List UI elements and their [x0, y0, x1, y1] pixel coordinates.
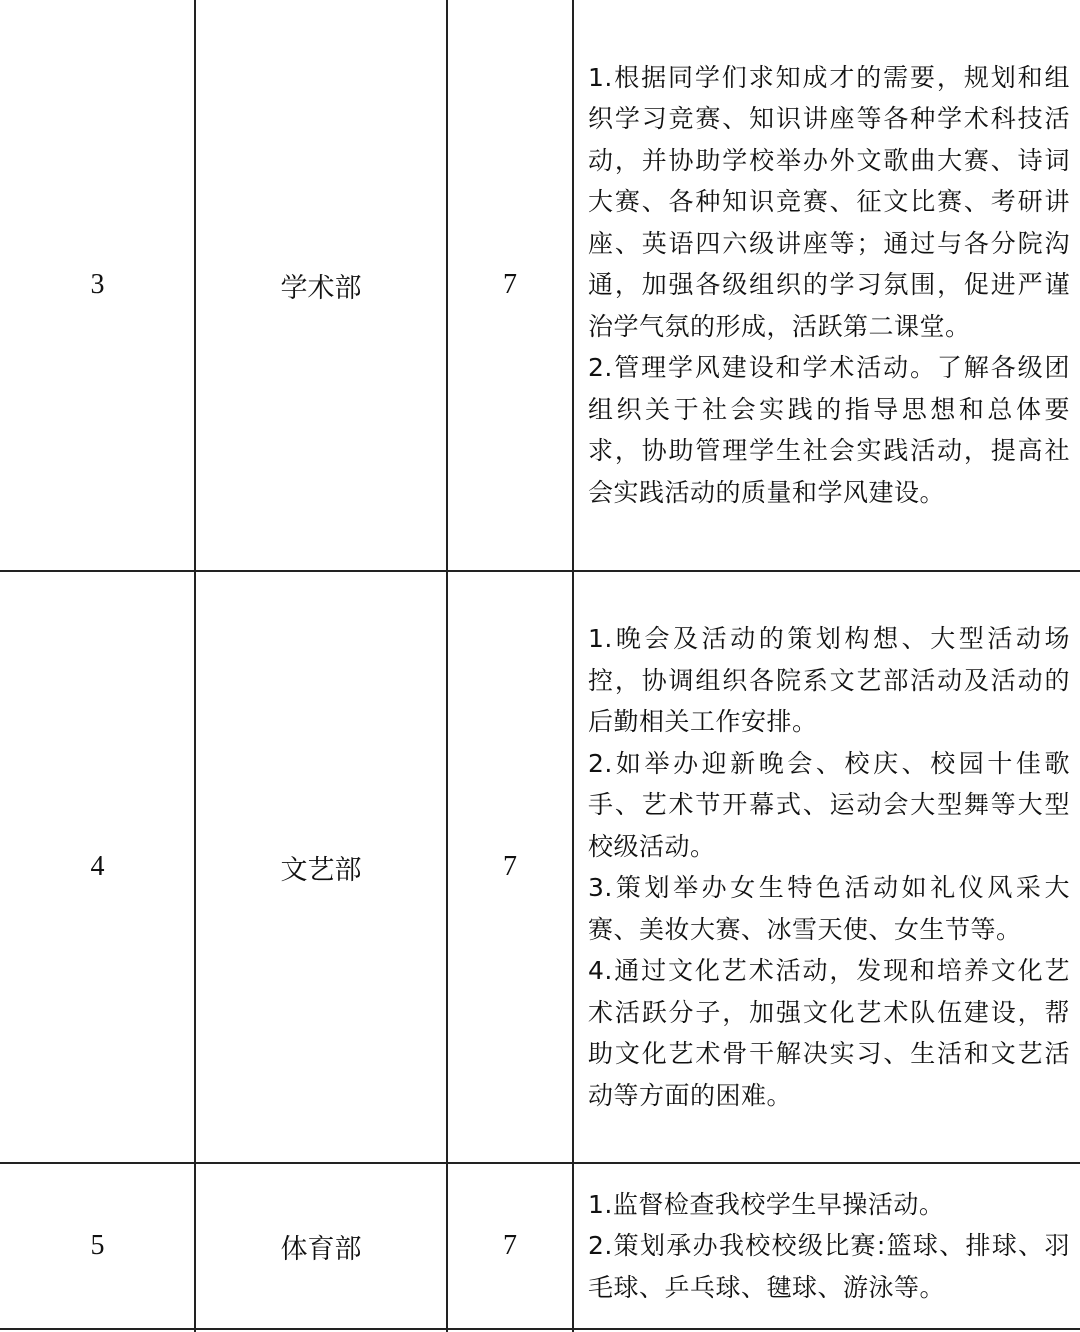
row-number: 5 [90, 1230, 105, 1261]
duty-item: 1.晚会及活动的策划构想、大型活动场控，协调组织各院系文艺部活动及活动的后勤相关工作安排。 [588, 624, 1070, 736]
department-name-cell [195, 572, 447, 1162]
member-count: 7 [503, 269, 517, 300]
department-name: 文艺部 [280, 854, 362, 886]
duties-cell [573, 1164, 1080, 1328]
member-count-cell [447, 1164, 573, 1328]
duties-cell [573, 0, 1080, 570]
duty-item: 2.如举办迎新晚会、校庆、校园十佳歌手、艺术节开幕式、运动会大型舞等大型校级活动。 [588, 748, 1070, 861]
member-count: 7 [503, 1230, 517, 1261]
row-number-cell [0, 572, 195, 1162]
duty-item: 4.通过文化艺术活动，发现和培养文化艺术活跃分子，加强文化艺术队伍建设，帮助文化艺术骨干解决实习、生活和文艺活动等方面的困难。 [588, 956, 1070, 1110]
row-divider [0, 1162, 1080, 1164]
row-number: 4 [90, 851, 105, 882]
table-row [0, 1164, 1080, 1328]
department-name-cell [195, 0, 447, 570]
member-count-cell [447, 0, 573, 570]
duty-item: 1.根据同学们求知成才的需要，规划和组织学习竞赛、知识讲座等各种学术科技活动，并协助学校举办外文歌曲大赛、诗词大赛、各种知识竞赛、征文比赛、考研讲座、英语四六级讲座等；通过与各分院沟通，加强各级组织的学习氛围，促进严谨治学气氛的形成，活跃第二课堂。 [588, 62, 1070, 341]
column-divider [572, 0, 574, 1332]
duty-item: 1.监督检查我校学生早操活动。 [588, 1189, 945, 1219]
row-number: 3 [90, 269, 105, 300]
table-row [0, 0, 1080, 570]
column-divider [194, 0, 196, 1332]
member-count-cell [447, 572, 573, 1162]
department-name: 学术部 [280, 272, 362, 304]
row-number-cell [0, 0, 195, 570]
row-number-cell [0, 1164, 195, 1328]
row-divider [0, 570, 1080, 572]
row-divider [0, 1328, 1080, 1330]
department-name-cell [195, 1164, 447, 1328]
duty-item: 3.策划举办女生特色活动如礼仪风采大赛、美妆大赛、冰雪天使、女生节等。 [588, 873, 1070, 944]
duty-item: 2.管理学风建设和学术活动。了解各级团组织关于社会实践的指导思想和总体要求，协助管理学生社会实践活动，提高社会实践活动的质量和学风建设。 [588, 353, 1070, 507]
column-divider [446, 0, 448, 1332]
duty-item: 2.策划承办我校校级比赛:篮球、排球、羽毛球、乒乓球、毽球、游泳等。 [588, 1231, 1070, 1302]
duties-cell [573, 572, 1080, 1162]
member-count: 7 [503, 851, 517, 882]
table-row [0, 572, 1080, 1162]
department-name: 体育部 [280, 1233, 362, 1265]
